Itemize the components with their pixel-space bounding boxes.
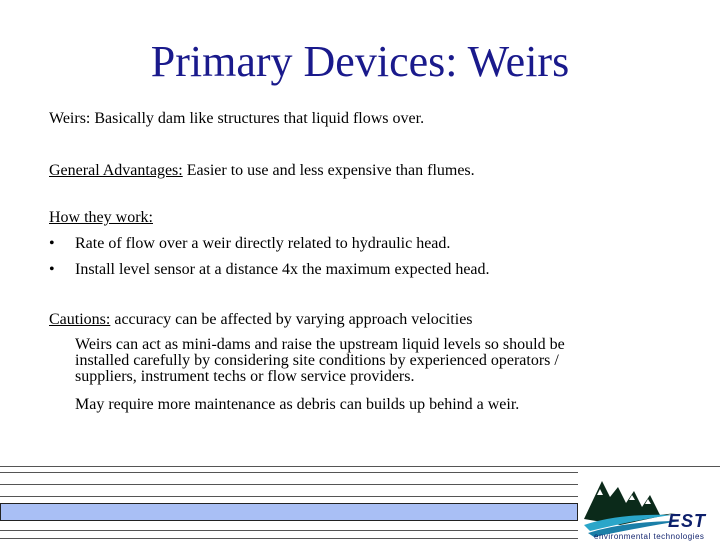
bullet-text: Install level sensor at a distance 4x the maximum expected head.: [75, 261, 490, 278]
weir-definition: Weirs: Basically dam like structures that liquid flows over.: [49, 110, 425, 127]
caution-detail: installed carefully by considering site conditions by experienced operators /: [75, 352, 559, 369]
logo-subtitle: environmental technologies: [594, 532, 705, 541]
bullet-item: [49, 261, 490, 279]
cautions-text: accuracy can be affected by varying approach velocities: [110, 311, 473, 328]
logo-brand: EST: [668, 511, 707, 531]
cautions-label: Cautions:: [49, 311, 111, 328]
footer-rule: [0, 538, 578, 539]
caution-detail: May require more maintenance as debris can builds up behind a weir.: [75, 396, 520, 413]
bullet-icon: •: [49, 261, 55, 278]
slide-title: Primary Devices: Weirs: [150, 37, 570, 86]
bullet-item: [49, 235, 450, 253]
footer-rule: [0, 484, 578, 485]
cautions-line: [49, 311, 473, 329]
footer-rule: [0, 472, 578, 473]
bullet-icon: •: [49, 235, 55, 252]
advantages-line: [49, 162, 475, 180]
footer-rule: [0, 496, 578, 497]
advantages-text: Easier to use and less expensive than flumes.: [182, 162, 475, 179]
bullet-text: Rate of flow over a weir directly related to hydraulic head.: [75, 235, 451, 252]
footer-blue-band: [0, 503, 578, 521]
how-label: How they work:: [49, 209, 153, 226]
advantages-label: General Advantages:: [49, 162, 183, 179]
caution-detail: suppliers, instrument techs or flow service providers.: [75, 368, 415, 385]
footer-rule: [0, 530, 578, 531]
caution-detail: Weirs can act as mini-dams and raise the upstream liquid levels so should be: [75, 336, 565, 353]
